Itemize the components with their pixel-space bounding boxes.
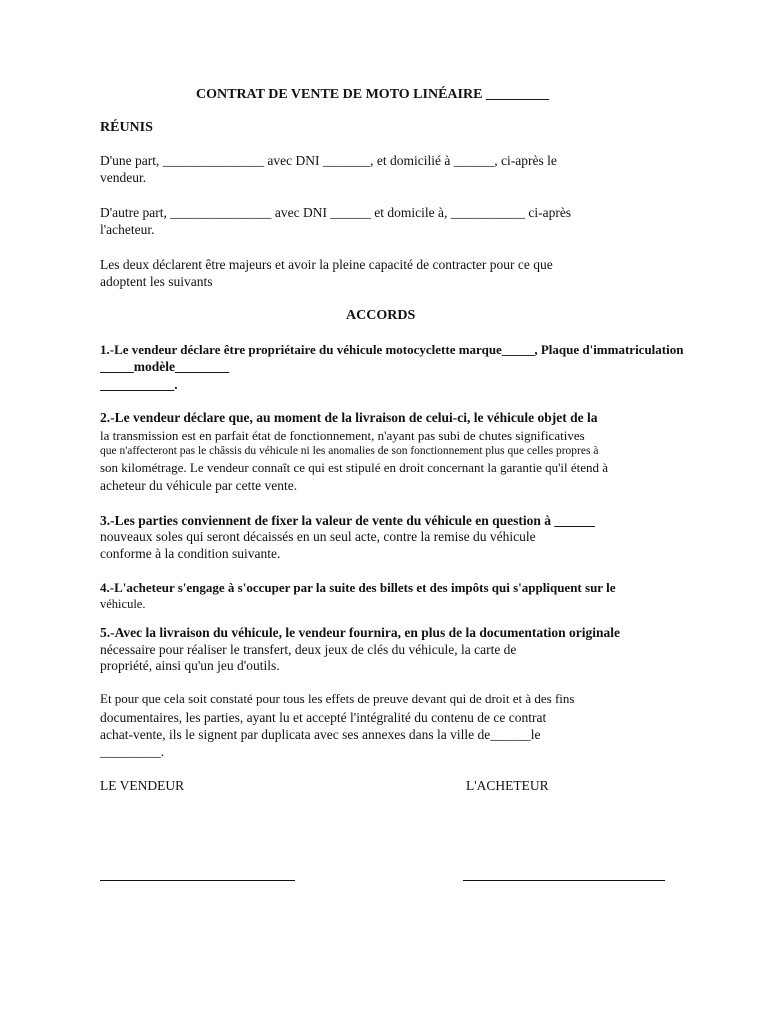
seller-label: LE VENDEUR — [100, 778, 185, 793]
clause2-line: son kilométrage. Le vendeur connaît ce qui est stipulé en droit concernant la garantie qu'il étend à — [100, 460, 609, 475]
party2-line: D'autre part, _______________ avec DNI ______ et domicile à, ___________ ci-après — [100, 205, 572, 220]
document-title: CONTRAT DE VENTE DE MOTO LINÉAIRE _________ — [196, 87, 549, 102]
closing-line: _________. — [100, 744, 165, 759]
intro-line: adoptent les suivants — [100, 274, 213, 289]
clause2-line: que n'affecteront pas le châssis du véhicule ni les anomalies de son fonctionnement plus que celles propres à — [100, 445, 599, 457]
closing-line: documentaires, les parties, ayant lu et accepté l'intégralité du contenu de ce contrat — [100, 710, 547, 725]
party1-line: vendeur. — [100, 170, 147, 185]
clause1-line: ___________. — [100, 377, 178, 392]
clause3-line: nouveaux soles qui seront décaissés en un seul acte, contre la remise du véhicule — [100, 529, 536, 544]
party2-line: l'acheteur. — [100, 222, 155, 237]
clause3-line: conforme à la condition suivante. — [100, 546, 281, 561]
buyer-signature-line — [463, 880, 665, 881]
clause1-line: _____modèle________ — [100, 359, 229, 374]
clause5-line: 5.-Avec la livraison du véhicule, le vendeur fournira, en plus de la documentation originale — [100, 625, 621, 640]
reunis-heading: RÉUNIS — [100, 120, 153, 135]
intro-line: Les deux déclarent être majeurs et avoir la pleine capacité de contracter pour ce que — [100, 257, 553, 272]
buyer-label: L'ACHETEUR — [466, 778, 549, 793]
clause2-line: acheteur du véhicule par cette vente. — [100, 478, 298, 493]
clause5-line: nécessaire pour réaliser le transfert, deux jeux de clés du véhicule, la carte de — [100, 642, 517, 657]
closing-line: achat-vente, ils le signent par duplicata avec ses annexes dans la ville de______le — [100, 727, 541, 742]
clause5-line: propriété, ainsi qu'un jeu d'outils. — [100, 658, 280, 673]
clause1-line: 1.-Le vendeur déclare être propriétaire du véhicule motocyclette marque_____, Plaque d'immatriculation — [100, 342, 684, 357]
clause3-line: 3.-Les parties conviennent de fixer la valeur de vente du véhicule en question à ______ — [100, 513, 595, 528]
seller-signature-line — [100, 880, 295, 881]
clause2-line: 2.-Le vendeur déclare que, au moment de la livraison de celui-ci, le véhicule objet de la — [100, 410, 598, 425]
party1-line: D'une part, _______________ avec DNI _______, et domicilié à ______, ci-après le — [100, 153, 557, 168]
accords-heading: ACCORDS — [346, 308, 416, 323]
clause4-line: 4.-L'acheteur s'engage à s'occuper par la suite des billets et des impôts qui s'appliquent sur le — [100, 580, 616, 595]
clause2-line: la transmission est en parfait état de fonctionnement, n'ayant pas subi de chutes significatives — [100, 428, 585, 443]
closing-line: Et pour que cela soit constaté pour tous les effets de preuve devant qui de droit et à des fins — [100, 691, 575, 706]
clause4-line: véhicule. — [100, 597, 146, 611]
